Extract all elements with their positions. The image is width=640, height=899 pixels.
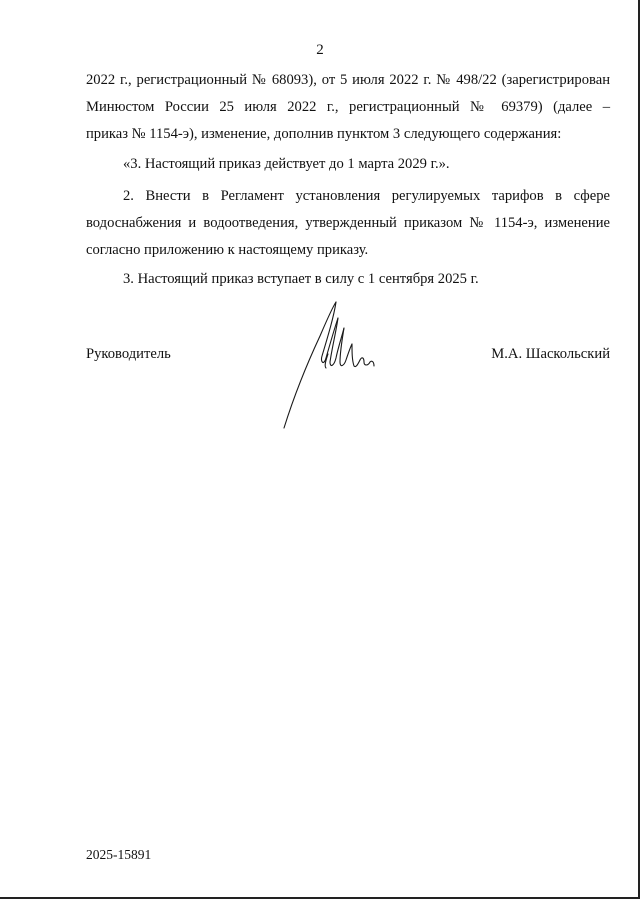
signer-title: Руководитель (86, 346, 171, 362)
paragraph-line: 3. Настоящий приказ вступает в силу с 1 сентября 2025 г. (123, 271, 479, 287)
paragraph-line: 2. Внести в Регламент установления регулируемых тарифов в сфере (123, 188, 610, 204)
paragraph-line: Минюстом России 25 июля 2022 г., регистрационный № 69379) (далее – (86, 99, 610, 115)
paragraph-amendment-ref (86, 67, 610, 148)
paragraph-item-2 (86, 183, 610, 264)
paragraph-line: водоснабжения и водоотведения, утвержденный приказом № 1154-э, изменение (86, 215, 610, 231)
signer-name: М.А. Шаскольский (491, 346, 610, 362)
paragraph-quote (86, 151, 610, 178)
paragraph-item-3 (86, 266, 610, 293)
paragraph-line: 2022 г., регистрационный № 68093), от 5 июля 2022 г. № 498/22 (зарегистрирован (86, 72, 610, 88)
page-number: 2 (316, 42, 324, 58)
document-registration-number: 2025-15891 (86, 847, 152, 862)
paragraph-line: согласно приложению к настоящему приказу. (86, 242, 369, 258)
handwritten-signature-image (276, 296, 376, 430)
paragraph-line: приказ № 1154-э), изменение, дополнив пунктом 3 следующего содержания: (86, 126, 562, 142)
paragraph-line: «3. Настоящий приказ действует до 1 марта 2029 г.». (123, 156, 450, 172)
